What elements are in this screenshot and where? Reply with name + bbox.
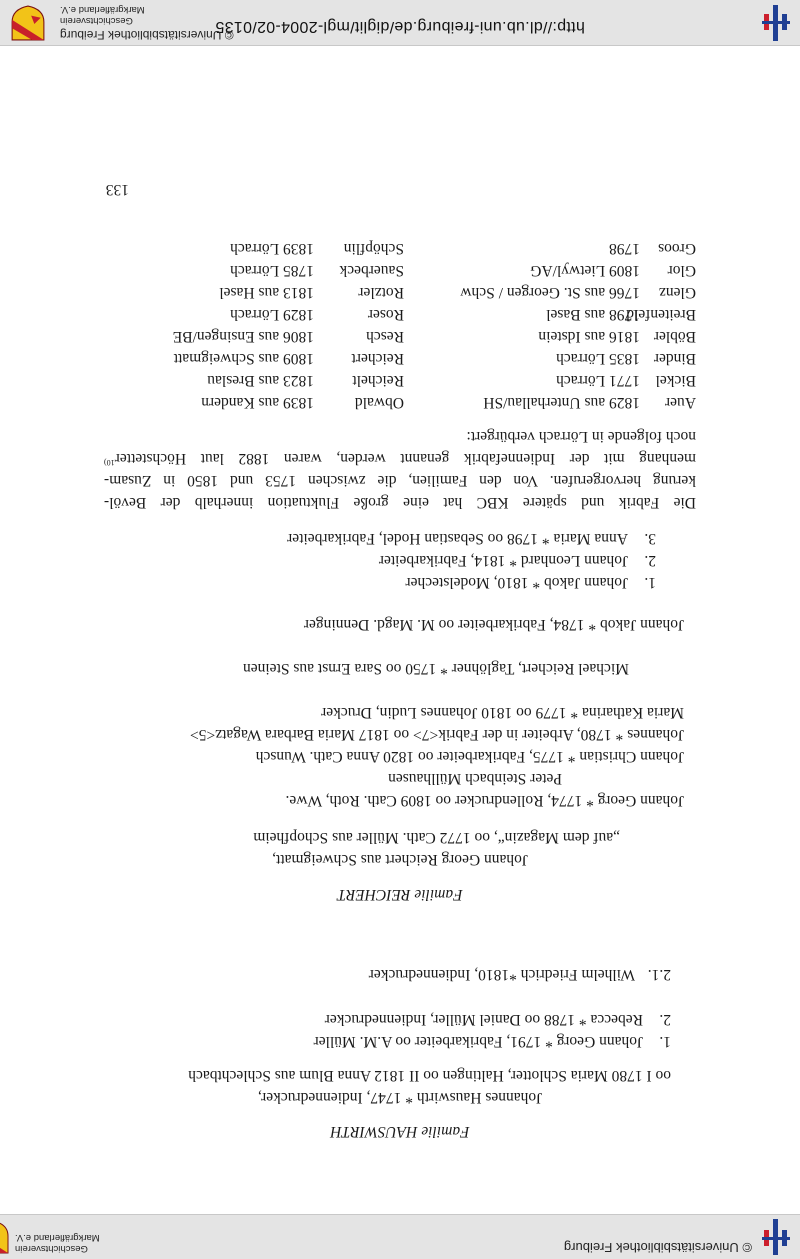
- year-origin-cell: 1829 aus Unterhallau/SH: [483, 394, 640, 411]
- reichert-line-johann-georg: Johann Georg * 1774, Rollendrucker oo 1809 Cath. Roth, Wwe.: [285, 792, 684, 809]
- list-number: 2.: [659, 1011, 671, 1028]
- paragraph-line-1: Die Fabrik und spätere KBC hat eine große Fluktuation innerhalb der Bevöl-: [104, 494, 696, 511]
- table-row: [96, 281, 696, 303]
- footer-bar: [0, 0, 800, 46]
- family-name-cell: Groos: [658, 240, 696, 257]
- family-name-cell: Reichelt: [352, 372, 404, 389]
- year-origin-cell: 1806 aus Ensingen/BE: [172, 328, 314, 345]
- family-name-cell: Glenz: [658, 284, 696, 301]
- year-origin-cell: 1798: [609, 240, 640, 257]
- year-origin-cell: 1839 aus Kandern: [201, 394, 314, 411]
- reichert-line-johannes: Johannes * 1780, Arbeiter in der Fabrik<7> oo 1817 Maria Barbara Wagatz<5>: [189, 726, 684, 743]
- table-row: [96, 369, 696, 391]
- reichert-intro-line2: „auf dem Magazin“, oo 1772 Cath. Müller aus Schopfheim: [253, 829, 620, 846]
- footnote-ref: 10): [104, 458, 115, 468]
- list-text: Wilhelm Friedrich *1810, Indiennedrucker: [368, 966, 635, 983]
- hauswirth-intro-line1: Johannes Hauswirth * 1747, Indiennedrucker,: [257, 1089, 543, 1106]
- year-origin-cell: 1771 Lörrach: [556, 372, 640, 389]
- table-row: [96, 391, 696, 413]
- table-row: [96, 347, 696, 369]
- family-name-cell: Obwald: [354, 394, 404, 411]
- reichert-line-johann-christian: Johann Christian * 1775, Fabrikarbeiter oo 1820 Anna Cath. Wunsch: [255, 748, 684, 765]
- paragraph-line-4: noch folgende in Lörrach verbürgert:: [466, 428, 696, 445]
- family-name-cell: Roser: [367, 306, 404, 323]
- list-number: 2.: [644, 552, 656, 569]
- family-name-cell: Breitenfeld: [626, 306, 696, 323]
- table-row: [96, 259, 696, 281]
- year-origin-cell: 1835 Lörrach: [556, 350, 640, 367]
- list-text: Anna Maria * 1798 oo Sebastian Hodel, Fabrikarbeiter: [287, 530, 628, 547]
- family-name-cell: Resch: [366, 328, 404, 345]
- family-name-cell: Glor: [667, 262, 696, 279]
- paragraph-line-2: kerung hervorgerufen. Von den Familien, die zwischen 1753 und 1850 in Zusam-: [104, 472, 696, 489]
- table-row: [96, 237, 696, 259]
- table-row: [96, 303, 696, 325]
- list-text: Johann Leonhard * 1814, Fabrikarbeiter: [378, 552, 628, 569]
- year-origin-cell: 1785 Lörrach: [230, 262, 314, 279]
- reichert-line-johann-jakob: Johann Jakob * 1784, Fabrikarbeiter oo M. Magd. Denninger: [303, 616, 684, 633]
- year-origin-cell: 1839 Lörrach: [230, 240, 314, 257]
- heading-familie-hauswirth: Familie HAUSWIRTH: [330, 1123, 470, 1140]
- list-number: 1.: [659, 1033, 671, 1050]
- heading-familie-reichert: Familie REICHERT: [337, 886, 463, 903]
- year-origin-cell: 1813 aus Hasel: [219, 284, 314, 301]
- family-name-cell: Reichert: [351, 350, 404, 367]
- header-library-label: © Universitätsbibliothek Freiburg: [563, 1240, 752, 1255]
- family-name-cell: Bickel: [655, 372, 696, 389]
- family-name-cell: Rotzler: [358, 284, 404, 301]
- list-number: 2.1.: [647, 966, 671, 983]
- footer-society-line1: Geschichtsverein: [60, 15, 133, 26]
- family-name-cell: Auer: [665, 394, 696, 411]
- header-society-line2: Markgräflerland e.V.: [15, 1232, 100, 1243]
- family-name-cell: Schöpflin: [343, 240, 404, 257]
- reichert-line-maria-katharina: Maria Katharina * 1779 oo 1810 Johannes Ludin, Drucker: [321, 704, 684, 721]
- header-society-line1: Geschichtsverein: [15, 1243, 88, 1254]
- hauswirth-intro-line2: oo I 1780 Maria Schlotter, Haltingen oo II 1812 Anna Blum aus Schlechtbach: [188, 1067, 671, 1084]
- society-crest-icon: [11, 5, 45, 41]
- year-origin-cell: 1766 aus St. Georgen / Schw: [460, 284, 640, 301]
- year-origin-cell: 1809 Lietwyl/AG: [530, 262, 640, 279]
- document-url-link[interactable]: http://dl.ub.uni-freiburg.de/diglit/mgl-2004-02/0135: [215, 18, 585, 35]
- list-text: Johann Jakob * 1810, Modelstecher: [405, 574, 628, 591]
- footer-society-name: [60, 4, 145, 26]
- list-text: Johann Georg * 1791, Fabrikarbeiter oo A.M. Müller: [313, 1033, 643, 1050]
- footer-library-label: © Universitätsbibliothek Freiburg: [60, 28, 234, 42]
- family-name-cell: Sauerbeck: [339, 262, 404, 279]
- reichert-line-peter-steinbach: Peter Steinbach Müllhausen: [388, 770, 562, 787]
- footer-society-line2: Markgräflerland e.V.: [60, 4, 145, 15]
- table-row: [96, 325, 696, 347]
- year-origin-cell: 1798 aus Basel: [546, 306, 640, 323]
- reichert-line-michael: Michael Reichert, Taglöhner * 1750 oo Sara Ernst aus Steinen: [242, 660, 629, 677]
- list-number: 3.: [644, 530, 656, 547]
- paragraph-line-3-text: menhang mit der Indiennefabrik genannt werden, waren 1882 laut Höchstetter: [114, 450, 696, 467]
- family-name-cell: Binder: [653, 350, 696, 367]
- year-origin-cell: 1823 aus Breslau: [207, 372, 314, 389]
- family-name-cell: Böbler: [653, 328, 696, 345]
- reichert-intro-line1: Johann Georg Reichert aus Schweigmatt,: [272, 851, 528, 868]
- year-origin-cell: 1829 Lörrach: [230, 306, 314, 323]
- list-number: 1.: [644, 574, 656, 591]
- paragraph-line-3: [104, 447, 696, 469]
- page-number: 133: [105, 181, 129, 198]
- year-origin-cell: 1809 aus Schweigmatt: [173, 350, 314, 367]
- year-origin-cell: 1816 aus Idstein: [538, 328, 640, 345]
- list-text: Rebecca * 1788 oo Daniel Müller, Indiennedrucker: [324, 1011, 643, 1028]
